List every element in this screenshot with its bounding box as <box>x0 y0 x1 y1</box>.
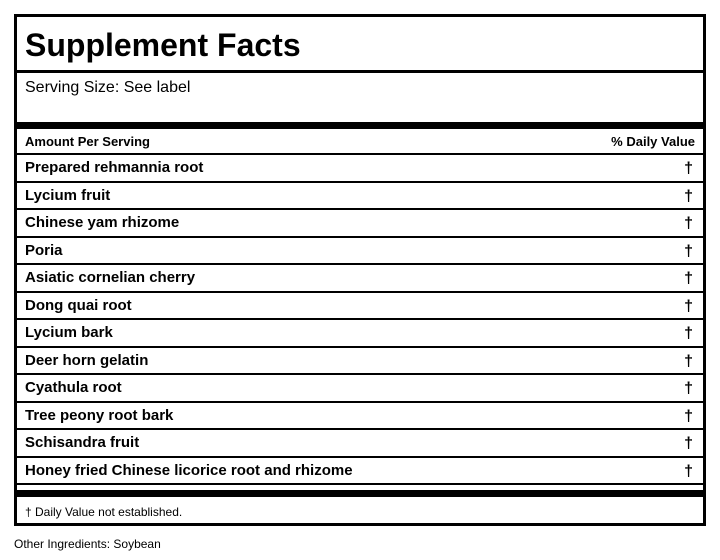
thick-divider <box>17 122 703 129</box>
ingredient-daily-value: † <box>684 325 693 342</box>
ingredient-name: Cyathula root <box>25 379 122 396</box>
ingredient-name: Chinese yam rhizome <box>25 214 180 231</box>
ingredient-row <box>17 428 703 456</box>
amount-per-serving-header: Amount Per Serving <box>25 134 150 149</box>
ingredient-name: Tree peony root bark <box>25 406 174 424</box>
supplement-facts-panel <box>14 14 706 526</box>
ingredient-daily-value: † <box>684 435 693 452</box>
thick-divider <box>17 490 703 497</box>
ingredient-daily-value: † <box>684 187 693 205</box>
daily-value-header: % Daily Value <box>611 134 695 149</box>
ingredient-daily-value: † <box>684 160 693 177</box>
ingredient-daily-value: † <box>684 380 693 397</box>
ingredient-daily-value: † <box>684 297 693 315</box>
serving-size: Serving Size: See label <box>25 79 191 96</box>
ingredient-row <box>17 153 703 181</box>
ingredient-row <box>17 373 703 401</box>
divider <box>17 70 703 73</box>
ingredient-row <box>17 291 703 319</box>
ingredient-row <box>17 208 703 236</box>
ingredient-row <box>17 401 703 429</box>
ingredient-daily-value: † <box>684 352 693 370</box>
ingredient-name: Lycium fruit <box>25 186 111 204</box>
panel-title: Supplement Facts <box>25 27 301 63</box>
ingredient-daily-value: † <box>684 462 693 480</box>
ingredient-name: Prepared rehmannia root <box>25 159 204 176</box>
ingredient-row <box>17 318 703 346</box>
ingredient-daily-value: † <box>684 242 693 260</box>
ingredient-name: Deer horn gelatin <box>25 351 149 369</box>
ingredient-daily-value: † <box>684 215 693 232</box>
divider <box>17 483 703 485</box>
ingredient-name: Honey fried Chinese licorice root and rhizome <box>25 461 353 479</box>
ingredient-row <box>17 181 703 209</box>
ingredient-list <box>17 153 703 483</box>
ingredient-row <box>17 346 703 374</box>
ingredient-row <box>17 456 703 484</box>
ingredient-name: Schisandra fruit <box>25 434 140 451</box>
ingredient-name: Asiatic cornelian cherry <box>25 269 196 286</box>
ingredient-name: Poria <box>25 241 63 259</box>
ingredient-row <box>17 263 703 291</box>
ingredient-row <box>17 236 703 264</box>
ingredient-daily-value: † <box>684 270 693 287</box>
other-ingredients: Other Ingredients: Soybean <box>14 537 161 551</box>
daily-value-footnote: † Daily Value not established. <box>25 505 183 519</box>
ingredient-name: Lycium bark <box>25 324 113 341</box>
ingredient-daily-value: † <box>684 407 693 425</box>
column-header-row <box>17 129 703 153</box>
ingredient-name: Dong quai root <box>25 296 132 314</box>
